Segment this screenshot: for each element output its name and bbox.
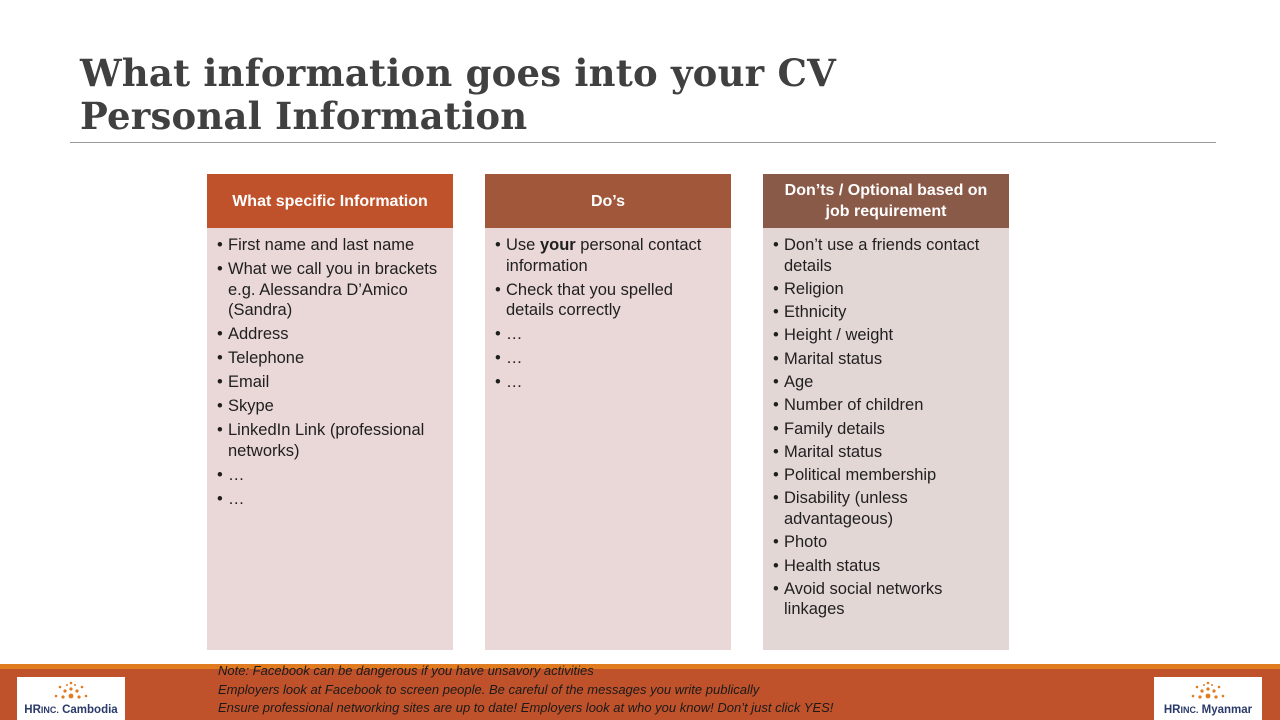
list-item: • Use your personal contact information <box>495 236 702 275</box>
note-line-3: Ensure professional networking sites are up to date! Employers look at who you know! Don’t just click YES! <box>218 700 834 715</box>
slide-title-line-1: What information goes into your CV <box>80 51 836 95</box>
bullet-icon: • <box>217 349 223 367</box>
bullet-list <box>495 235 723 393</box>
list-item: • Ethnicity <box>773 303 847 322</box>
list-item: • Disability (unless advantageous) <box>773 489 908 528</box>
column-dos <box>485 174 731 650</box>
column-body <box>207 228 453 650</box>
list-item: • First name and last name <box>217 236 415 254</box>
bullet-icon: • <box>773 442 779 461</box>
bullet-icon: • <box>217 236 223 254</box>
list-item: • Check that you spelled details correctly <box>495 280 673 319</box>
list-item: • Email <box>217 373 270 391</box>
bullet-icon: • <box>773 396 779 415</box>
list-item: • Skype <box>217 397 274 415</box>
list-item: • Address <box>217 325 289 343</box>
note-line-1: Note: Facebook can be dangerous if you have unsavory activities <box>218 663 594 678</box>
bullet-icon: • <box>773 533 779 552</box>
bullet-icon: • <box>773 326 779 345</box>
bullet-icon: • <box>495 325 501 343</box>
bullet-icon: • <box>773 279 779 298</box>
bullet-icon: • <box>217 397 223 415</box>
bullet-icon: • <box>495 349 501 367</box>
list-item: • What we call you in brackets e.g. Alessandra D’Amico (Sandra) <box>217 260 438 319</box>
column-body <box>763 228 1009 650</box>
list-item: • Family details <box>773 419 885 438</box>
column-donts-optional <box>763 174 1009 650</box>
list-item: • Marital status <box>773 442 883 461</box>
list-item: • Marital status <box>773 349 883 368</box>
logo-text: HRINC. Cambodia <box>24 704 118 716</box>
title-divider <box>70 142 1216 143</box>
slide-title-line-2: Personal Information <box>80 94 528 138</box>
list-item: • Age <box>773 372 814 391</box>
list-item: • … <box>495 325 523 343</box>
emphasis-text: your <box>539 236 576 254</box>
bullet-icon: • <box>773 303 779 322</box>
sunburst-logo-icon <box>51 680 91 704</box>
list-item: • Avoid social networks linkages <box>773 579 943 619</box>
bullet-list <box>217 235 445 509</box>
list-item: • … <box>217 465 245 484</box>
list-item: • Number of children <box>773 396 924 415</box>
bullet-icon: • <box>773 579 779 598</box>
list-item: • … <box>217 489 245 508</box>
bullet-list <box>773 235 1001 620</box>
logo-text: HRINC. Myanmar <box>1163 704 1253 716</box>
slide-title <box>80 52 836 138</box>
column-header: Do’s <box>485 174 731 228</box>
list-item: • Photo <box>773 533 828 552</box>
column-what-specific-information <box>207 174 453 650</box>
bullet-icon: • <box>217 421 223 439</box>
list-item: • Don’t use a friends contact details <box>773 236 980 275</box>
list-item: • Health status <box>773 556 881 575</box>
bullet-icon: • <box>773 236 779 254</box>
sunburst-logo-icon <box>1188 680 1228 704</box>
list-item: • Political membership <box>773 466 937 485</box>
bullet-icon: • <box>495 280 501 299</box>
list-item: • Telephone <box>217 349 305 367</box>
hrinc-myanmar-logo <box>1154 677 1262 720</box>
bullet-icon: • <box>217 325 223 343</box>
bullet-icon: • <box>773 349 779 368</box>
list-item: • … <box>495 349 523 367</box>
bullet-icon: • <box>773 372 779 391</box>
bullet-icon: • <box>495 236 501 254</box>
bullet-icon: • <box>773 419 779 438</box>
note-line-2: Employers look at Facebook to screen people. Be careful of the messages you write publically <box>218 681 760 697</box>
column-header: What specific Information <box>207 174 453 228</box>
bullet-icon: • <box>773 489 779 508</box>
list-item: • LinkedIn Link (professional networks) <box>217 421 425 460</box>
bullet-icon: • <box>217 465 223 484</box>
list-item: • … <box>495 373 523 391</box>
bullet-icon: • <box>217 260 223 278</box>
bullet-icon: • <box>217 489 223 508</box>
hrinc-cambodia-logo <box>17 677 125 720</box>
bullet-icon: • <box>773 556 779 575</box>
footer-note <box>218 662 833 718</box>
bullet-icon: • <box>773 466 779 485</box>
column-header: Don’ts / Optional based on job requirement <box>763 174 1009 228</box>
list-item: • Religion <box>773 279 844 298</box>
column-body <box>485 228 731 650</box>
bullet-icon: • <box>495 373 501 391</box>
list-item: • Height / weight <box>773 326 894 345</box>
bullet-icon: • <box>217 373 223 391</box>
